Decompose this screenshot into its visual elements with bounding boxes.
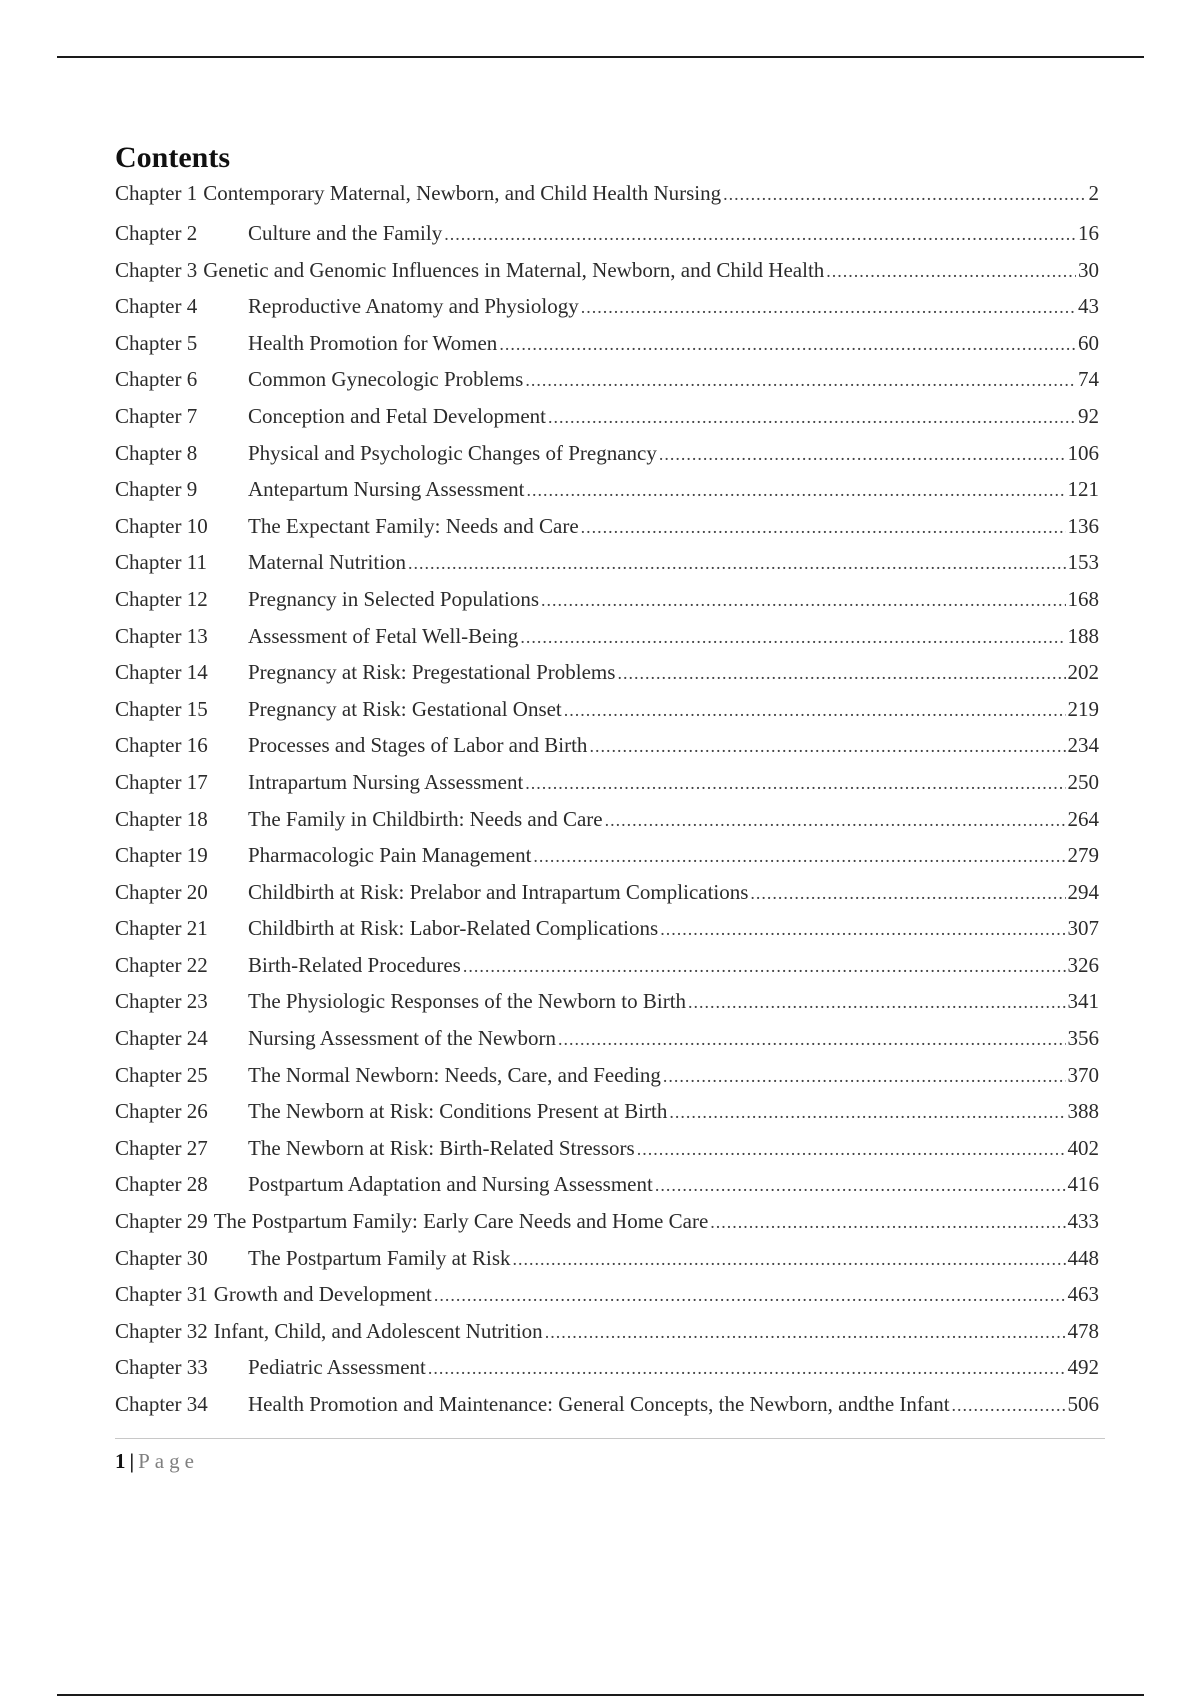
toc-chapter-label: Chapter 13 [115, 623, 208, 648]
toc-chapter-label: Chapter 26 [115, 1099, 208, 1124]
toc-chapter-title: Genetic and Genomic Influences in Maternal, Newborn, and Child Health [203, 257, 825, 282]
toc-chapter-title: Infant, Child, and Adolescent Nutrition [213, 1318, 543, 1343]
toc-entry[interactable] [115, 398, 1099, 435]
toc-dot-leader [581, 289, 1076, 326]
toc-dot-leader [520, 619, 1065, 656]
toc-page-number: 279 [1067, 843, 1099, 868]
toc-chapter-title: Processes and Stages of Labor and Birth [248, 733, 588, 758]
toc-entry[interactable] [115, 1130, 1099, 1167]
toc-page-number: 234 [1067, 733, 1099, 758]
toc-dot-leader [589, 728, 1065, 765]
toc-page-number: 492 [1067, 1355, 1099, 1380]
toc-entry[interactable] [115, 1313, 1099, 1350]
toc-chapter-label: Chapter 25 [115, 1062, 208, 1087]
toc-entry[interactable] [115, 947, 1099, 984]
top-rule [57, 56, 1144, 58]
toc-dot-leader [444, 216, 1076, 253]
toc-dot-leader [659, 436, 1066, 473]
toc-dot-leader [434, 1277, 1066, 1314]
toc-dot-leader [463, 948, 1066, 985]
toc-chapter-label: Chapter 14 [115, 660, 208, 685]
toc-chapter-label: Chapter 22 [115, 952, 208, 977]
toc-entry[interactable] [115, 1057, 1099, 1094]
toc-chapter-label: Chapter 12 [115, 586, 208, 611]
toc-page-number: 121 [1067, 477, 1099, 502]
toc-dot-leader [617, 655, 1065, 692]
toc-page-number: 219 [1067, 696, 1099, 721]
toc-page-number: 463 [1067, 1282, 1099, 1307]
toc-page-number: 60 [1078, 330, 1099, 355]
toc-chapter-title: The Newborn at Risk: Birth-Related Stressors [248, 1135, 635, 1160]
toc-page-number: 106 [1067, 440, 1099, 465]
toc-page-number: 506 [1067, 1392, 1099, 1416]
toc-entry[interactable] [115, 727, 1099, 764]
toc-chapter-title: Pregnancy in Selected Populations [248, 586, 540, 611]
footer-page-label: Page [138, 1448, 199, 1473]
toc-entry[interactable] [115, 252, 1099, 289]
toc-dot-leader [750, 875, 1065, 912]
toc-dot-leader [545, 1314, 1066, 1351]
toc-dot-leader [710, 1204, 1065, 1241]
toc-chapter-title: Reproductive Anatomy and Physiology [248, 294, 579, 319]
toc-dot-leader [663, 1058, 1066, 1095]
toc-chapter-label: Chapter 7 [115, 403, 198, 428]
toc-dot-leader [558, 1021, 1066, 1058]
toc-page-number: 478 [1067, 1318, 1099, 1343]
toc-page-number: 370 [1067, 1062, 1099, 1087]
toc-page-number: 74 [1078, 367, 1099, 392]
toc-chapter-label: Chapter 9 [115, 477, 198, 502]
toc-chapter-title: Health Promotion and Maintenance: General Concepts, the Newborn, andthe Infant [248, 1392, 950, 1416]
toc-entry[interactable] [115, 288, 1099, 325]
toc-chapter-title: Maternal Nutrition [248, 550, 407, 575]
toc-page-number: 307 [1067, 916, 1099, 941]
toc-entry[interactable] [115, 1093, 1099, 1130]
toc-chapter-title: Pregnancy at Risk: Pregestational Problems [248, 660, 616, 685]
toc-page-number: 43 [1078, 294, 1099, 319]
footer-separator: | [129, 1448, 135, 1473]
toc-chapter-label: Chapter 31 [115, 1282, 208, 1307]
toc-chapter-title: Nursing Assessment of the Newborn [248, 1026, 556, 1051]
toc-dot-leader [525, 765, 1065, 802]
toc-chapter-title: The Newborn at Risk: Conditions Present at Birth [248, 1099, 668, 1124]
toc-page-number: 250 [1067, 769, 1099, 794]
toc-chapter-label: Chapter 5 [115, 330, 198, 355]
toc-entry[interactable] [115, 1203, 1099, 1240]
toc-page-number: 92 [1078, 403, 1099, 428]
toc-entry[interactable] [115, 1240, 1099, 1277]
toc-entry[interactable] [115, 691, 1099, 728]
toc-chapter-label: Chapter 16 [115, 733, 208, 758]
toc-chapter-title: Conception and Fetal Development [248, 403, 547, 428]
toc-chapter-label: Chapter 3 [115, 257, 198, 282]
toc-page-number: 168 [1067, 586, 1099, 611]
page-content [115, 138, 1099, 1474]
toc-page-number: 341 [1067, 989, 1099, 1014]
toc-entry[interactable] [115, 801, 1099, 838]
toc-entry[interactable] [115, 325, 1099, 362]
toc-entry[interactable] [115, 435, 1099, 472]
toc-dot-leader [655, 1167, 1066, 1204]
toc-chapter-label: Chapter 2 [115, 221, 198, 245]
toc-entry[interactable] [115, 1276, 1099, 1313]
toc-chapter-title: The Postpartum Family at Risk [248, 1245, 511, 1270]
toc-entry[interactable] [115, 1020, 1099, 1057]
toc-chapter-title: The Physiologic Responses of the Newborn to Birth [248, 989, 687, 1014]
toc-chapter-label: Chapter 1 [115, 181, 198, 205]
toc-chapter-label: Chapter 17 [115, 769, 208, 794]
toc-entry[interactable] [115, 654, 1099, 691]
footer-page-number: 1 [115, 1448, 126, 1473]
toc-entry[interactable] [115, 361, 1099, 398]
toc-dot-leader [605, 802, 1066, 839]
toc-entry[interactable] [115, 1166, 1099, 1203]
toc-chapter-title: Pregnancy at Risk: Gestational Onset [248, 696, 562, 721]
toc-entry[interactable] [115, 1349, 1099, 1386]
toc-dot-leader [688, 984, 1065, 1021]
toc-page-number: 433 [1067, 1209, 1099, 1234]
toc-chapter-label: Chapter 10 [115, 513, 208, 538]
toc-entry[interactable] [115, 764, 1099, 801]
toc-chapter-label: Chapter 21 [115, 916, 208, 941]
toc-chapter-label: Chapter 8 [115, 440, 198, 465]
toc-chapter-title: The Normal Newborn: Needs, Care, and Feeding [248, 1062, 661, 1087]
toc-page-number: 402 [1067, 1135, 1099, 1160]
toc-chapter-label: Chapter 20 [115, 879, 208, 904]
toc-page-number: 136 [1067, 513, 1099, 538]
toc-page-number: 153 [1067, 550, 1099, 575]
toc-dot-leader [564, 692, 1066, 729]
toc-entry[interactable] [115, 874, 1099, 911]
toc-entry[interactable] [115, 837, 1099, 874]
toc-chapter-label: Chapter 18 [115, 806, 208, 831]
toc-chapter-title: Common Gynecologic Problems [248, 367, 524, 392]
toc-chapter-label: Chapter 15 [115, 696, 208, 721]
toc-dot-leader [723, 180, 1086, 208]
toc-entry[interactable] [115, 471, 1099, 508]
toc-chapter-label: Chapter 27 [115, 1135, 208, 1160]
toc-dot-leader [428, 1350, 1066, 1387]
page-footer [115, 1449, 1099, 1474]
toc-dot-leader [637, 1131, 1066, 1168]
toc-entry[interactable] [115, 581, 1099, 618]
toc-chapter-title: Intrapartum Nursing Assessment [248, 769, 524, 794]
toc-page-number: 202 [1067, 660, 1099, 685]
toc-chapter-title: Antepartum Nursing Assessment [248, 477, 525, 502]
toc-chapter-title: Assessment of Fetal Well-Being [248, 623, 519, 648]
contents-heading: Contents [115, 141, 231, 174]
toc-chapter-label: Chapter 4 [115, 294, 198, 319]
toc-chapter-label: Chapter 34 [115, 1392, 208, 1416]
toc-chapter-title: Pediatric Assessment [248, 1355, 426, 1380]
bottom-rule [57, 1694, 1144, 1696]
toc-page-number: 326 [1067, 952, 1099, 977]
toc-dot-leader [581, 509, 1066, 546]
toc-page-number: 294 [1067, 879, 1099, 904]
toc-page-number: 356 [1067, 1026, 1099, 1051]
toc-dot-leader [541, 582, 1065, 619]
toc-chapter-label: Chapter 6 [115, 367, 198, 392]
toc-chapter-label: Chapter 19 [115, 843, 208, 868]
toc-chapter-label: Chapter 24 [115, 1026, 208, 1051]
toc-dot-leader [533, 838, 1065, 875]
toc-chapter-title: The Expectant Family: Needs and Care [248, 513, 579, 538]
toc-chapter-label: Chapter 28 [115, 1172, 208, 1197]
toc-dot-leader [952, 1387, 1066, 1424]
toc-dot-leader [525, 362, 1076, 399]
toc-chapter-title: Contemporary Maternal, Newborn, and Child Health Nursing [203, 181, 722, 205]
toc-chapter-label: Chapter 32 [115, 1318, 208, 1343]
toc-chapter-title: Childbirth at Risk: Labor-Related Complications [248, 916, 659, 941]
toc-chapter-label: Chapter 23 [115, 989, 208, 1014]
table-of-contents [115, 179, 1099, 1423]
toc-dot-leader [499, 326, 1076, 363]
toc-dot-leader [526, 472, 1065, 509]
toc-chapter-title: Growth and Development [213, 1282, 432, 1307]
toc-chapter-title: Postpartum Adaptation and Nursing Assessment [248, 1172, 653, 1197]
toc-entry[interactable] [115, 508, 1099, 545]
toc-page-number: 448 [1067, 1245, 1099, 1270]
toc-entry[interactable] [115, 910, 1099, 947]
toc-entry[interactable] [115, 215, 1099, 252]
toc-chapter-title: Health Promotion for Women [248, 330, 498, 355]
toc-chapter-label: Chapter 30 [115, 1245, 208, 1270]
toc-entry[interactable] [115, 179, 1099, 207]
toc-chapter-title: Pharmacologic Pain Management [248, 843, 532, 868]
toc-entry[interactable] [115, 983, 1099, 1020]
toc-dot-leader [826, 253, 1076, 290]
toc-entry[interactable] [115, 618, 1099, 655]
toc-chapter-title: Physical and Psychologic Changes of Pregnancy [248, 440, 657, 465]
toc-dot-leader [408, 545, 1065, 582]
toc-chapter-title: The Postpartum Family: Early Care Needs and Home Care [213, 1209, 709, 1234]
toc-entry[interactable] [115, 1386, 1099, 1423]
toc-page-number: 264 [1067, 806, 1099, 831]
toc-dot-leader [669, 1094, 1065, 1131]
toc-chapter-label: Chapter 11 [115, 550, 207, 575]
toc-chapter-label: Chapter 33 [115, 1355, 208, 1380]
toc-chapter-label: Chapter 29 [115, 1209, 208, 1234]
toc-page-number: 416 [1067, 1172, 1099, 1197]
toc-entry[interactable] [115, 544, 1099, 581]
toc-chapter-title: Childbirth at Risk: Prelabor and Intrapartum Complications [248, 879, 749, 904]
toc-page-number: 16 [1078, 221, 1099, 245]
toc-chapter-title: Culture and the Family [248, 221, 443, 245]
toc-page-number: 388 [1067, 1099, 1099, 1124]
toc-dot-leader [513, 1241, 1066, 1278]
toc-chapter-title: Birth-Related Procedures [248, 952, 461, 977]
toc-page-number: 188 [1067, 623, 1099, 648]
toc-dot-leader [660, 911, 1065, 948]
footer-divider [115, 1438, 1105, 1439]
toc-page-number: 2 [1088, 181, 1099, 205]
toc-chapter-title: The Family in Childbirth: Needs and Care [248, 806, 603, 831]
toc-page-number: 30 [1078, 257, 1099, 282]
toc-dot-leader [548, 399, 1076, 436]
